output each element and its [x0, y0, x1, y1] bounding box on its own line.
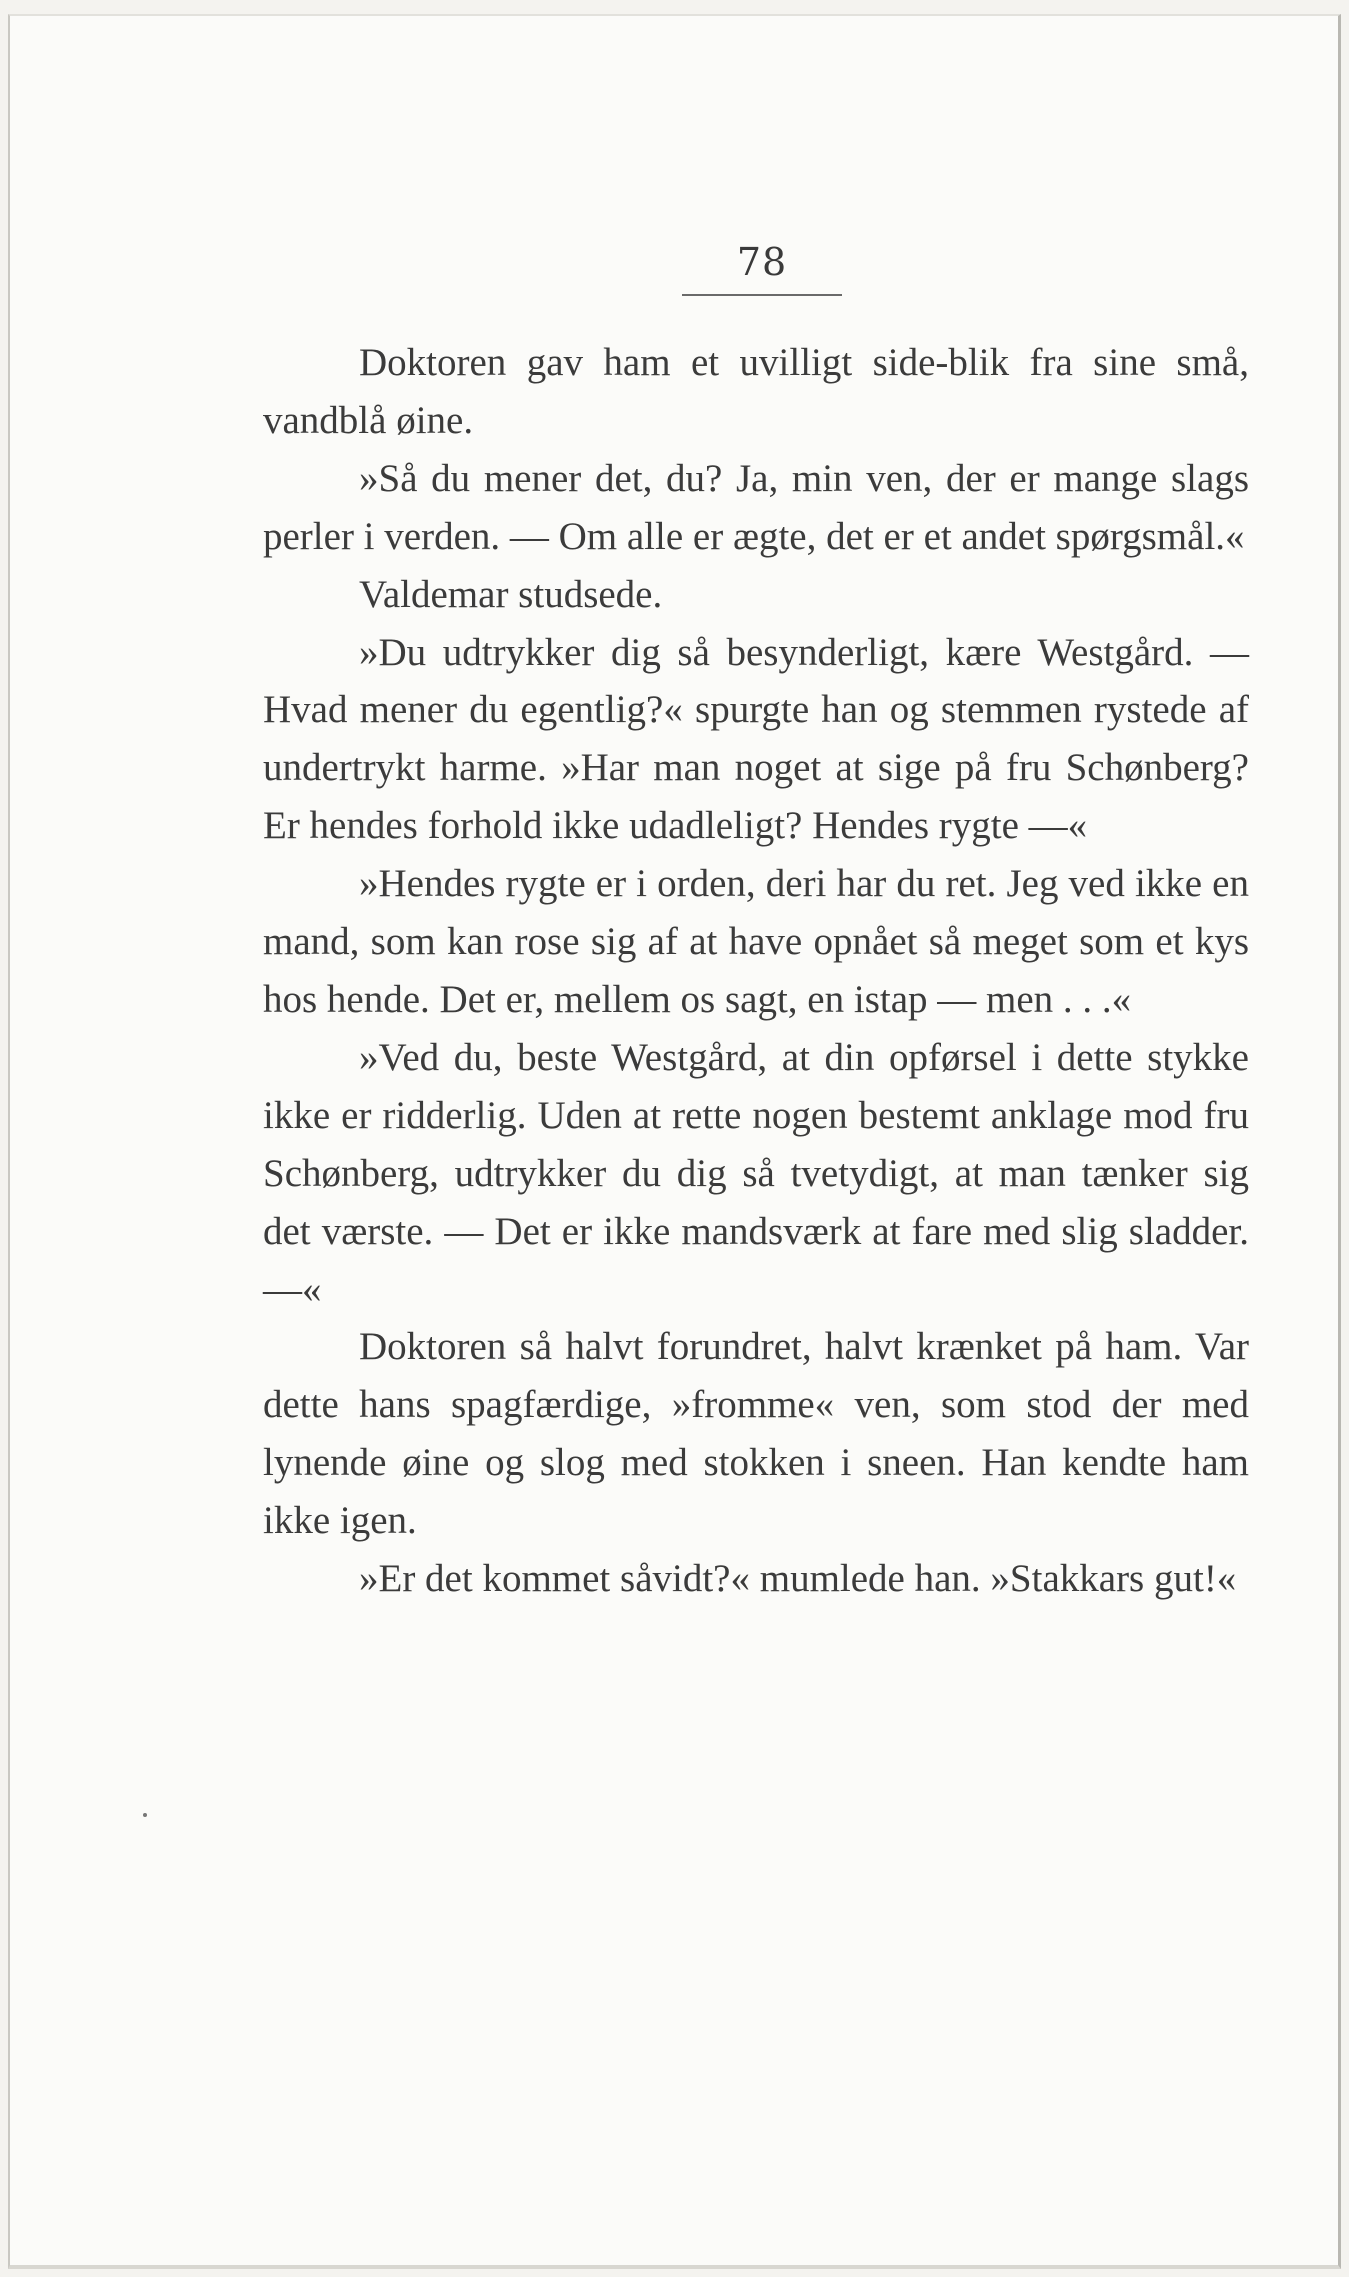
- paragraph-7: Doktoren så halvt forundret, halvt krænket på ham. Var dette hans spagfærdige, »fromme« ven, som stod der med lynende øine og slog med stokken i sneen. Han kendte ham ikke igen.: [263, 1325, 1249, 1543]
- paragraph-6: »Ved du, beste Westgård, at din opførsel i dette stykke ikke er ridderlig. Uden at rette nogen bestemt anklage mod fru Schønberg, udtrykker du dig så tvetydigt, at man tænker sig det værste. — Det er ikke mandsværk at fare med slig sladder. —«: [263, 1035, 1249, 1311]
- page-number: 78: [736, 240, 788, 284]
- paragraph-1: Doktoren gav ham et uvilligt side-blik fra sine små, vandblå øine.: [263, 341, 1249, 442]
- paragraph-4: »Du udtrykker dig så besynderligt, kære Westgård. — Hvad mener du egentlig?« spurgte han og stemmen rystede af undertrykt harme. »Har man noget at sige på fru Schønberg? Er hendes forhold ikke udadleligt? Hendes rygte —«: [263, 630, 1249, 848]
- paragraph-2: »Så du mener det, du? Ja, min ven, der er mange slags perler i verden. — Om alle er ægte, det er et andet spørgsmål.«: [263, 456, 1249, 558]
- paragraph-5: »Hendes rygte er i orden, deri har du ret. Jeg ved ikke en mand, som kan rose sig af at have opnået så meget som et kys hos hende. Det er, mellem os sagt, en istap — men . . .«: [263, 862, 1249, 1021]
- page-number-rule: [682, 294, 842, 296]
- paragraph-8: »Er det kommet såvidt?« mumlede han. »Stakkars gut!«: [359, 1557, 1237, 1601]
- paper-speck: [143, 1813, 147, 1817]
- body-text: [263, 334, 1249, 1608]
- paragraph-3: Valdemar studsede.: [359, 572, 663, 616]
